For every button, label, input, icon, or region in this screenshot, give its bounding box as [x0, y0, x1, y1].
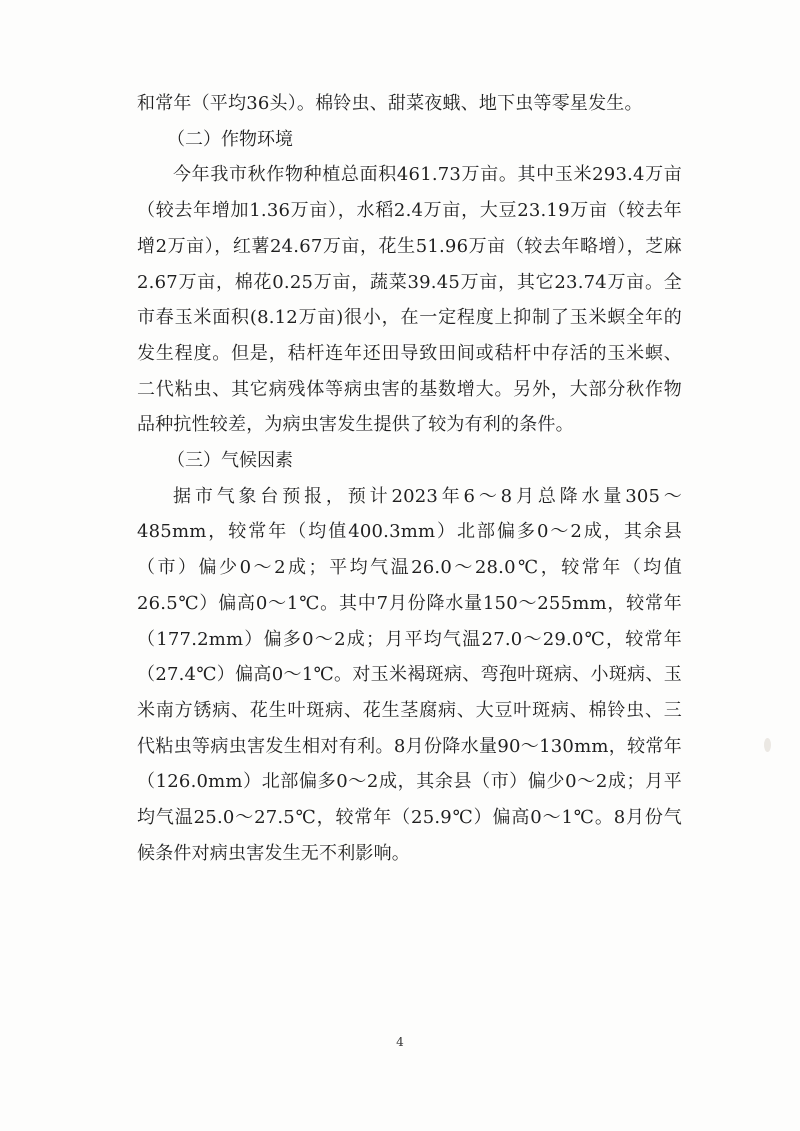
section-2-heading: （二）作物环境 — [167, 128, 293, 150]
intro-line: 和常年（平均36头）。棉铃虫、甜菜夜蛾、地下虫等零星发生。 — [137, 93, 643, 114]
section-3-heading: （三）气候因素 — [167, 450, 293, 472]
document-body — [137, 86, 682, 871]
scan-smudge — [764, 738, 771, 752]
section-3-paragraph: 据市气象台预报，预计2023年6～8月总降水量305～485mm，较常年（均值400.3mm）北部偏多0～2成，其余县（市）偏少0～2成；平均气温26.0～28.0℃，较常年（均值26.5℃）偏高0～1℃。其中7月份降水量150～255mm，较常年（177.2mm）偏多0～2成；月平均气温27.0～29.0℃，较常年（27.4℃）偏高0～1℃。对玉米褐斑病、弯孢叶斑病、小斑病、玉米南方锈病、花生叶斑病、花生茎腐病、大豆叶斑病、棉铃虫、三代粘虫等病虫害发生相对有利。8月份降水量90～130mm，较常年（126.0mm）北部偏多0～2成，其余县（市）偏少0～2成；月平均气温25.0～27.5℃，较常年（25.9℃）偏高0～1℃。8月份气候条件对病虫害发生无不利影响。 — [137, 485, 682, 864]
section-2-paragraph: 今年我市秋作物种植总面积461.73万亩。其中玉米293.4万亩（较去年增加1.36万亩），水稻2.4万亩，大豆23.19万亩（较去年增2万亩），红薯24.67万亩，花生51.96万亩（较去年略增），芝麻2.67万亩，棉花0.25万亩，蔬菜39.45万亩，其它23.74万亩。全市春玉米面积(8.12万亩)很小，在一定程度上抑制了玉米螟全年的发生程度。但是，秸杆连年还田导致田间或秸杆中存活的玉米螟、二代粘虫、其它病残体等病虫害的基数增大。另外，大部分秋作物品种抗性较差，为病虫害发生提供了较为有利的条件。 — [137, 164, 682, 436]
page-number: 4 — [396, 1035, 404, 1049]
